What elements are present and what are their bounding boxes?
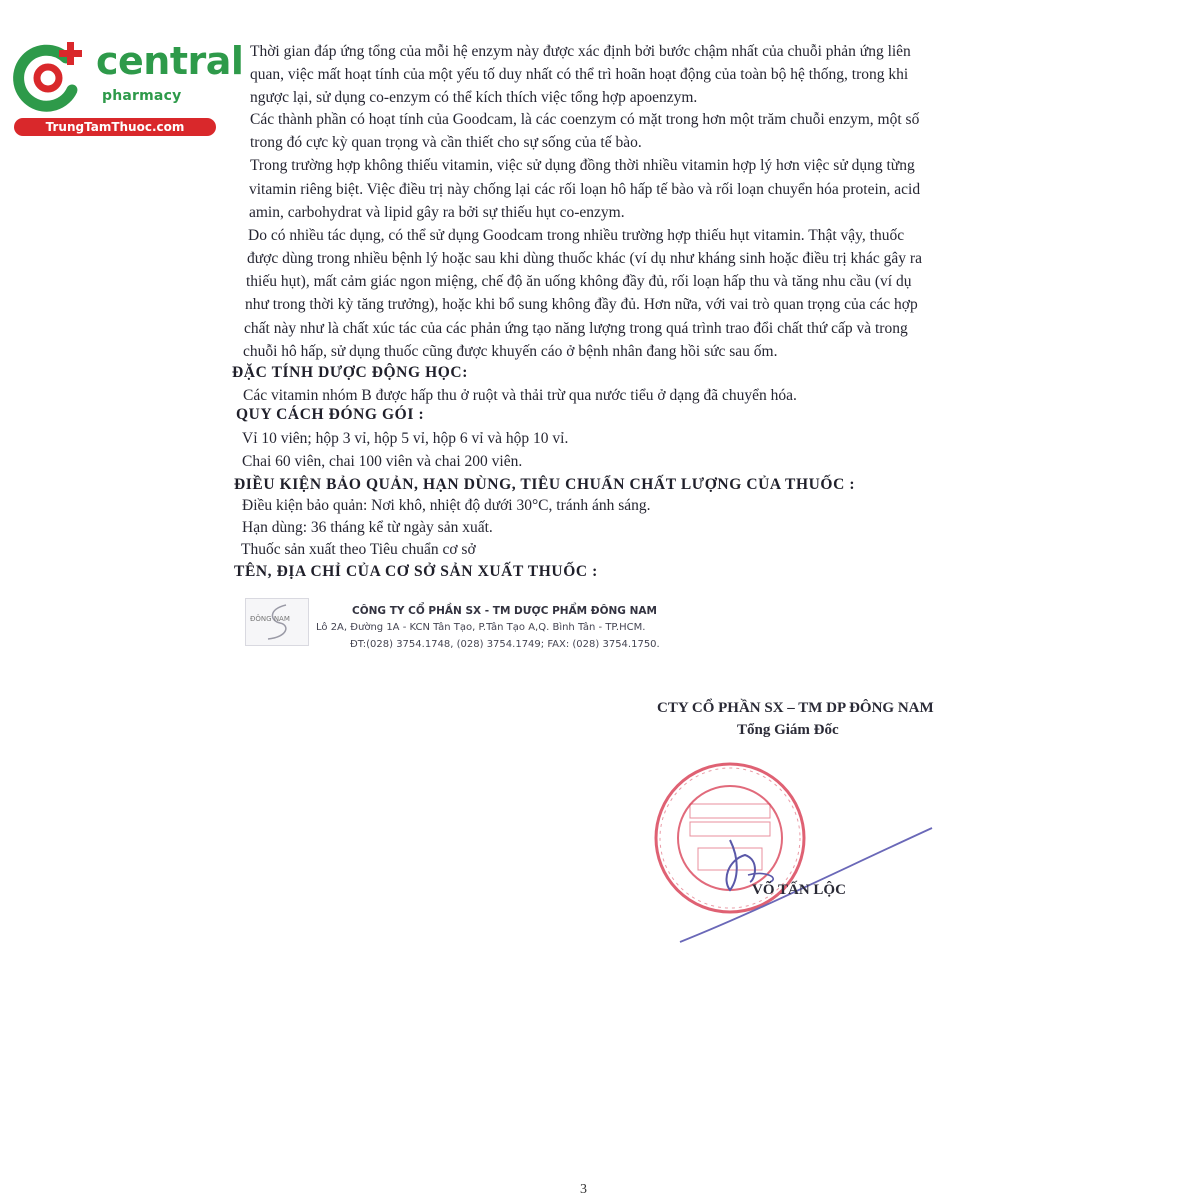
signatory-name: VÕ TẤN LỘC	[752, 882, 846, 898]
expiry-text: Hạn dùng: 36 tháng kể từ ngày sản xuất.	[242, 519, 493, 536]
body-line: amin, carbohydrat và lipid gây ra bởi sự thiếu hụt co-enzym.	[249, 204, 625, 221]
manufacturer-logo-text: ĐÔNG NAM	[250, 615, 290, 623]
packaging-line-2: Chai 60 viên, chai 100 viên và chai 200 viên.	[242, 453, 523, 470]
signatory-company: CTY CỔ PHẦN SX – TM DP ĐÔNG NAM	[657, 700, 934, 716]
body-line: chất này như là chất xúc tác của các phản ứng tạo năng lượng trong quá trình trao đổi chất thứ cấp và trong	[244, 320, 908, 337]
manufacturer-phone: ĐT:(028) 3754.1748, (028) 3754.1749; FAX: (028) 3754.1750.	[350, 639, 660, 650]
pk-text: Các vitamin nhóm B được hấp thu ở ruột và thải trừ qua nước tiểu ở dạng đã chuyển hóa.	[243, 387, 797, 404]
body-line: thiếu hụt), mất cảm giác ngon miệng, chế độ ăn uống không đầy đủ, rối loạn hấp thu và tăng nhu cầu (ví dụ	[246, 273, 912, 290]
body-line: quan, việc mất hoạt tính của một yếu tố duy nhất có thể trì hoãn hoạt động của toàn bộ hệ thống, trong khi	[250, 66, 909, 83]
pk-heading: ĐẶC TÍNH DƯỢC ĐỘNG HỌC:	[232, 364, 468, 381]
body-line: Trong trường hợp không thiếu vitamin, việc sử dụng đồng thời nhiều vitamin hợp lý hơn việc sử dụng từng	[250, 157, 915, 174]
brand-subtitle: pharmacy	[102, 88, 182, 104]
storage-text: Điều kiện bảo quản: Nơi khô, nhiệt độ dưới 30°C, tránh ánh sáng.	[242, 497, 651, 514]
body-line: như trong thời kỳ tăng trưởng), hoặc khi bổ sung không đầy đủ. Hơn nữa, với vai trò quan trọng của các hợp	[245, 296, 918, 313]
signatory-title: Tổng Giám Đốc	[737, 722, 839, 738]
body-line: Thời gian đáp ứng tổng của mỗi hệ enzym này được xác định bởi bước chậm nhất của chuỗi phản ứng liên	[250, 43, 911, 60]
brand-name: central	[96, 39, 244, 83]
body-line: được dùng trong nhiều bệnh lý hoặc sau khi dùng thuốc khác (ví dụ như kháng sinh hoặc điều trị khác gây ra	[247, 250, 922, 267]
packaging-line-1: Vỉ 10 viên; hộp 3 vỉ, hộp 5 vỉ, hộp 6 vỉ và hộp 10 vỉ.	[242, 430, 569, 447]
manufacturer-name: CÔNG TY CỔ PHẦN SX - TM DƯỢC PHẨM ĐÔNG NAM	[352, 605, 657, 617]
standard-text: Thuốc sản xuất theo Tiêu chuẩn cơ sở	[241, 541, 476, 558]
manufacturer-address: Lô 2A, Đường 1A - KCN Tân Tạo, P.Tân Tạo A,Q. Bình Tân - TP.HCM.	[316, 622, 646, 633]
body-line: trong đó cực kỳ quan trọng và cần thiết cho sự sống của tế bào.	[250, 134, 642, 151]
brand-url[interactable]: TrungTamThuoc.com	[14, 118, 216, 136]
body-line: chuỗi hô hấp, sử dụng thuốc cũng được khuyến cáo ở bệnh nhân đang hồi sức sau ốm.	[243, 343, 778, 360]
manufacturer-heading: TÊN, ĐỊA CHỈ CỦA CƠ SỞ SẢN XUẤT THUỐC :	[234, 563, 598, 580]
packaging-heading: QUY CÁCH ĐÓNG GÓI :	[236, 406, 425, 423]
manufacturer-logo	[245, 598, 309, 646]
body-line: Các thành phần có hoạt tính của Goodcam, là các coenzym có mặt trong hơn một trăm chuỗi enzym, một số	[250, 111, 920, 128]
body-line: vitamin riêng biệt. Việc điều trị này chống lại các rối loạn hô hấp tế bào và rối loạn chuyển hóa protein, acid	[249, 181, 921, 198]
body-line: ngược lại, sử dụng co-enzym có thể kích thích việc tổng hợp apoenzym.	[250, 89, 698, 106]
storage-heading: ĐIỀU KIỆN BẢO QUẢN, HẠN DÙNG, TIÊU CHUẨN CHẤT LƯỢNG CỦA THUỐC :	[234, 476, 856, 493]
body-line: Do có nhiều tác dụng, có thể sử dụng Goodcam trong nhiều trường hợp thiếu hụt vitamin. Thật vậy, thuốc	[248, 227, 905, 244]
page-number: 3	[580, 1182, 587, 1197]
